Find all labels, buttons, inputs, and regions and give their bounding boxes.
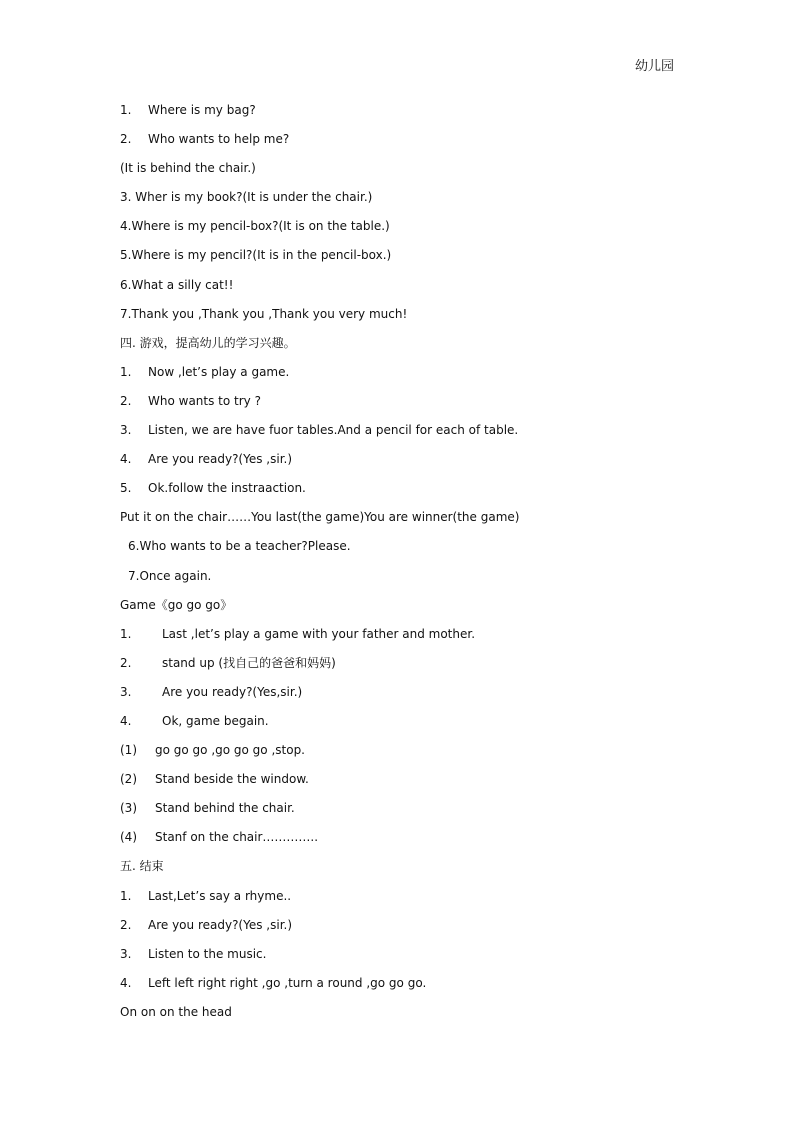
document-body	[120, 101, 680, 1032]
item-text: Listen to the music.	[148, 946, 267, 961]
item-number: 4.	[120, 975, 132, 990]
list-item	[120, 741, 680, 770]
item-text: Ok, game begain.	[162, 713, 269, 728]
item-text: Stand behind the chair.	[155, 801, 295, 816]
text-line: On on on the head	[120, 1004, 232, 1019]
item-text: Where is my bag?	[148, 103, 256, 117]
text-line: 7.Thank you ,Thank you ,Thank you very much!	[120, 306, 408, 321]
item-text: Last ,let’s play a game with your father and mother.	[162, 626, 476, 641]
item-text: stand up (找自己的爸爸和妈妈)	[162, 655, 336, 670]
text-line: 6.Who wants to be a teacher?Please.	[128, 539, 351, 554]
text-line: (It is behind the chair.)	[120, 161, 256, 176]
list-item	[120, 450, 680, 479]
item-number: 1.	[120, 103, 132, 117]
list-item	[120, 828, 680, 857]
list-item	[120, 479, 680, 508]
list-item	[120, 421, 680, 450]
text-line: 4.Where is my pencil-box?(It is on the table.)	[120, 219, 390, 234]
list-item	[120, 916, 680, 945]
item-text: Left left right right ,go ,turn a round ,go go go.	[148, 975, 427, 990]
section-heading: 四. 游戏，提高幼儿的学习兴趣。	[120, 335, 296, 350]
item-number: 1.	[120, 364, 132, 379]
list-item	[120, 392, 680, 421]
text-line: 5.Where is my pencil?(It is in the pencil-box.)	[120, 248, 392, 263]
item-text: Listen, we are have fuor tables.And a pencil for each of table.	[148, 423, 519, 438]
item-number: 1.	[120, 888, 132, 903]
item-number: (2)	[120, 772, 137, 787]
item-number: 2.	[120, 132, 132, 147]
item-number: 5.	[120, 481, 132, 496]
item-text: Stand beside the window.	[155, 772, 309, 787]
item-number: (4)	[120, 830, 137, 845]
item-text: Who wants to help me?	[148, 132, 290, 147]
item-text: Are you ready?(Yes ,sir.)	[148, 917, 293, 932]
item-number: 1.	[120, 626, 132, 641]
list-item	[120, 101, 680, 130]
item-number: 4.	[120, 713, 132, 728]
item-text: Are you ready?(Yes ,sir.)	[148, 452, 293, 467]
list-item	[120, 363, 680, 392]
text-line: 6.What a silly cat!!	[120, 277, 234, 292]
text-line: Put it on the chair……You last(the game)You are winner(the game)	[120, 510, 520, 525]
list-item	[120, 625, 680, 654]
list-item	[120, 974, 680, 1003]
item-text: Are you ready?(Yes,sir.)	[162, 684, 303, 699]
item-text: go go go ,go go go ,stop.	[155, 743, 305, 758]
page-header: 幼儿园	[634, 59, 674, 74]
item-number: (3)	[120, 801, 137, 816]
item-number: 2.	[120, 393, 132, 408]
item-text: Who wants to try ?	[148, 393, 261, 408]
item-text: Stanf on the chair…………..	[155, 830, 319, 845]
item-number: 4.	[120, 452, 132, 467]
list-item	[120, 887, 680, 916]
list-item	[120, 945, 680, 974]
list-item	[120, 770, 680, 799]
item-number: 2.	[120, 655, 132, 670]
item-number: 3.	[120, 423, 132, 438]
text-line: 3. Wher is my book?(It is under the chair.)	[120, 190, 373, 205]
list-item	[120, 130, 680, 159]
list-item	[120, 712, 680, 741]
list-item	[120, 683, 680, 712]
text-line: 7.Once again.	[128, 568, 212, 583]
list-item	[120, 654, 680, 683]
item-text: Last,Let’s say a rhyme..	[148, 888, 292, 903]
item-text: Now ,let’s play a game.	[148, 364, 290, 379]
item-number: 3.	[120, 684, 132, 699]
item-text: Ok.follow the instraaction.	[148, 481, 306, 496]
text-line: Game《go go go》	[120, 597, 233, 612]
list-item	[120, 799, 680, 828]
item-number: (1)	[120, 743, 137, 758]
item-number: 3.	[120, 946, 132, 961]
item-number: 2.	[120, 917, 132, 932]
section-heading: 五. 结束	[120, 859, 164, 874]
